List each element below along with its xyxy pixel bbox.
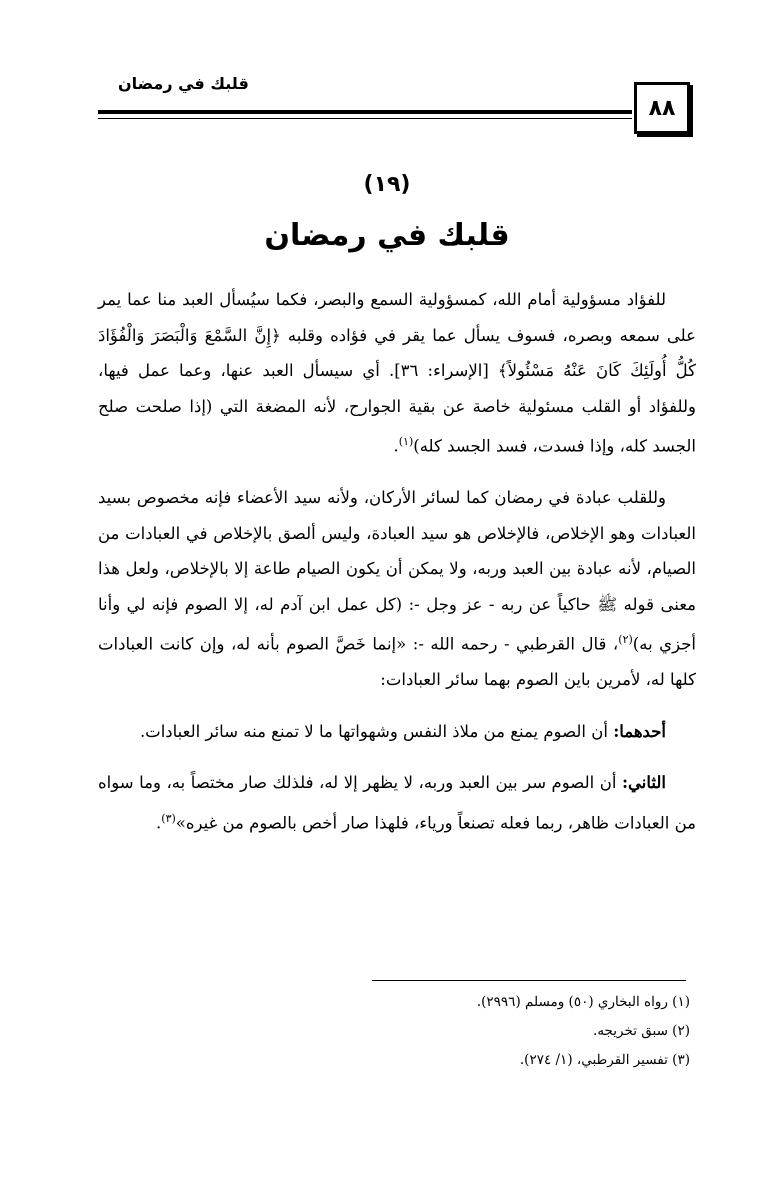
footnotes [98, 988, 696, 1075]
footnote-ref: (١) [398, 435, 414, 448]
body-text [98, 282, 696, 841]
footnote: (٢) سبق تخريجه. [593, 1023, 690, 1039]
paragraph-text: للفؤاد مسؤولية أمام الله، كمسؤولية السمع والبصر، فكما سيُسأل العبد منا عما يمر على سمعه وبصره، فسوف يسأل عما يقر في فؤاده وقلبه ﴿إِنَّ السَّمْعَ وَالْبَصَرَ وَالْفُؤَادَ كُلُّ أُولَئِكَ كَانَ عَنْهُ مَسْئُولاً﴾ [الإسراء: ٣٦]. أي سيسأل العبد عنها، وعما عمل فيها، وللفؤاد أو القلب مسئولية خاصة عن بقية الجوارح، لأنه المضغة التي (إذا صلحت صلح الجسد كله، وإذا فسدت، فسد الجسد كله) [98, 290, 697, 456]
paragraph-tail: . [156, 813, 162, 832]
paragraph [98, 282, 696, 464]
footnote: (١) رواه البخاري (٥٠) ومسلم (٢٩٩٦). [476, 994, 690, 1010]
paragraph-lead: أحدهما: [613, 721, 666, 741]
paragraph [98, 480, 696, 698]
paragraph-lead: الثاني: [621, 773, 666, 792]
footnote: (٣) تفسير القرطبي، (١/ ٢٧٤). [519, 1052, 690, 1068]
chapter-number: (١٩) [363, 172, 411, 197]
paragraph-text: أن الصوم سر بين العبد وربه، لا يظهر إلا له، فلذلك صار مختصاً به، وما سواه من العبادات ظاهر، ربما فعله تصنعاً ورياء، فلهذا صار أخص بالصوم من غيره» [98, 773, 696, 832]
page-number: ٨٨ [634, 82, 690, 134]
paragraph-tail: . [393, 436, 399, 456]
header-rule-thick [98, 110, 632, 114]
paragraph-tail: ، قال القرطبي - رحمه الله -: «إنما خَصَّ الصوم بأنه له، وإن كانت العبادات كلها له، لأمرين باين الصوم بهما سائر العبادات: [98, 634, 696, 689]
running-title: قلبك في رمضان [118, 74, 249, 93]
paragraph-text: وللقلب عبادة في رمضان كما لسائر الأركان، ولأنه سيد الأعضاء فإنه مخصوص بسيد العبادات وهو الإخلاص، فالإخلاص هو سيد العبادة، وليس ألصق بالإخلاص في العبادات من الصيام، لأنه عبادة بين العبد وربه، ولا يمكن أن يكون الصيام طاعة إلا بالإخلاص، ولعل هذا معنى قوله ﷺ حاكياً عن ربه - عز وجل -: (كل عمل ابن آدم له، إلا الصوم فإنه لي وأنا أجزي به) [98, 488, 696, 654]
header-rule-thin [98, 118, 632, 119]
paragraph-text: أن الصوم يمنع من ملاذ النفس وشهواتها ما لا تمنع منه سائر العبادات. [139, 721, 614, 741]
footnote-ref: (٢) [618, 633, 633, 646]
paragraph [98, 714, 696, 750]
footnote-separator [372, 980, 686, 981]
paragraph [98, 765, 696, 841]
footnote-ref: (٣) [161, 811, 176, 825]
chapter-title: قلبك في رمضان [264, 218, 510, 253]
